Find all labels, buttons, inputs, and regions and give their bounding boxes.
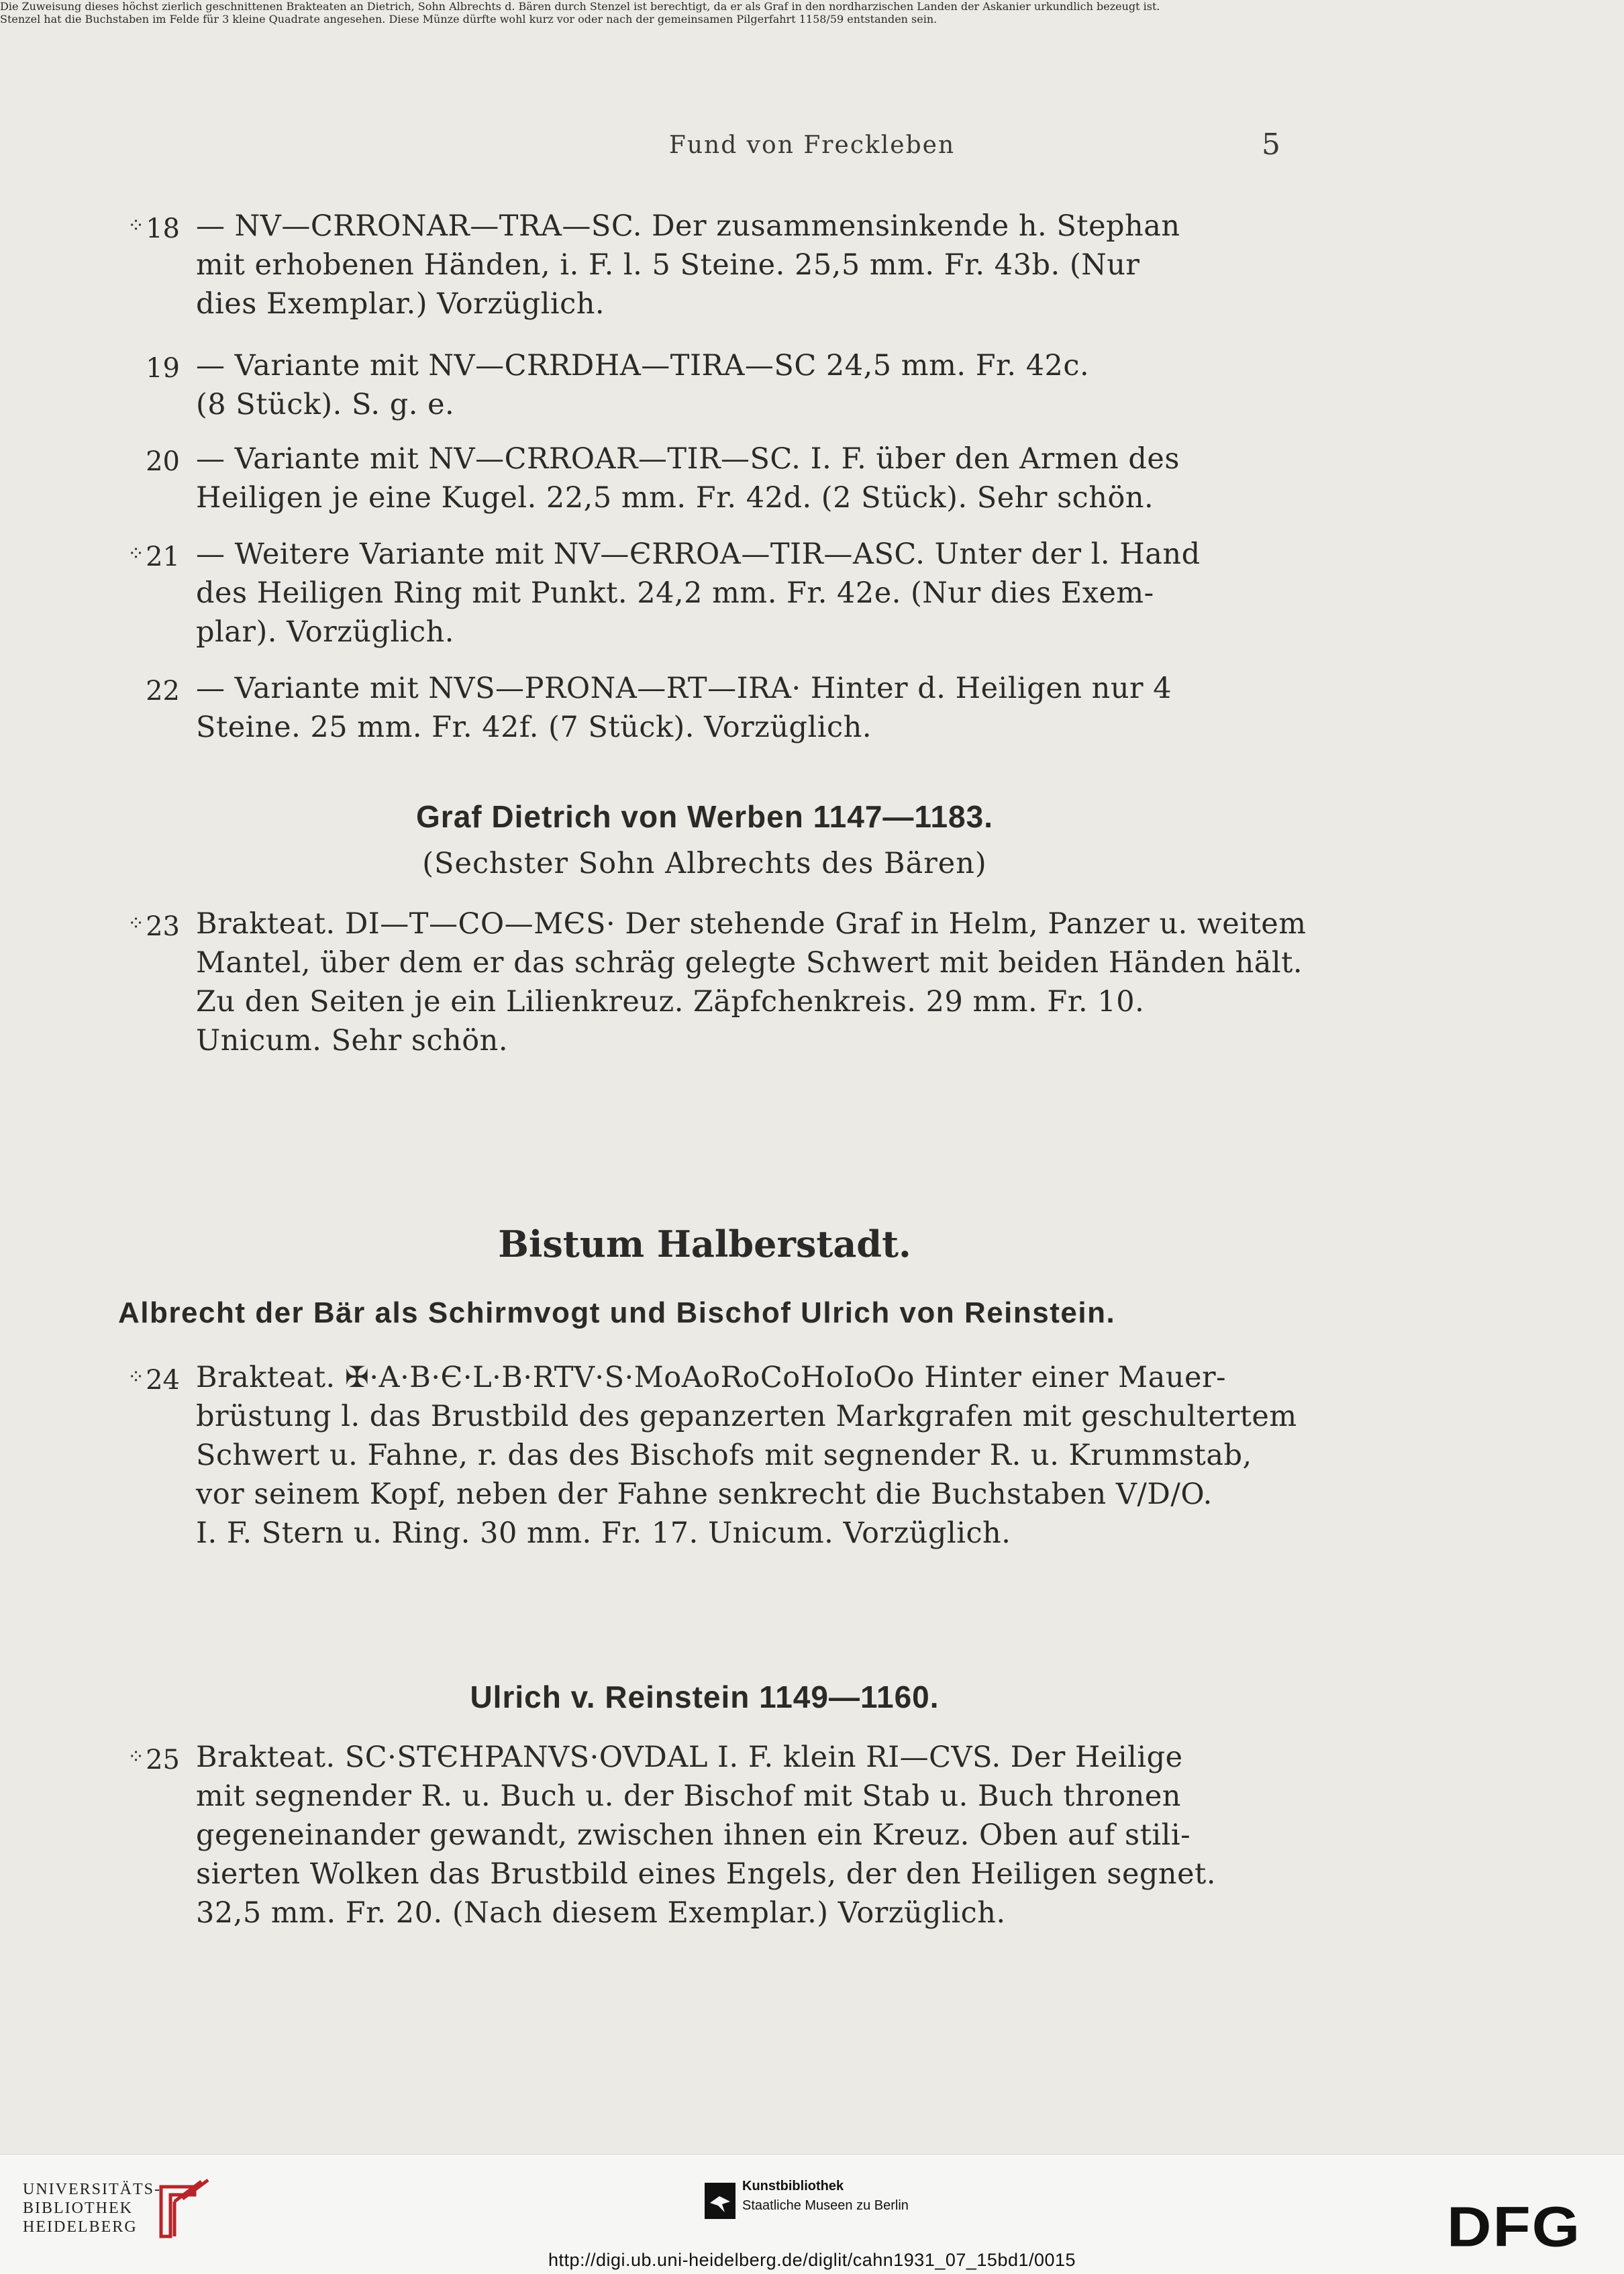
footnote-halberstadt: Stenzel hat die Buchstaben im Felde für 3 kleine Quadrate angesehen. Diese Münze dürfte wohl kurz vor oder nach der gemeinsamen Pilgerfahrt 1158/59 entstanden sein. [0, 13, 937, 25]
entry-number: ⁘25 [127, 1745, 180, 1775]
entry-number: 19 [146, 353, 180, 384]
museum-eagle-icon [705, 2183, 735, 2219]
section-heading-ulrich: Ulrich v. Reinstein 1149—1160. [470, 1679, 940, 1714]
university-line-3: HEIDELBERG [23, 2218, 138, 2236]
section-heading-halberstadt: Bistum Halberstadt. [498, 1223, 911, 1265]
entry-text: — NV—CRRONAR—TRA—SC. Der zusammensinkende h. Stephan mit erhobenen Händen, i. F. l. 5 Steine. 25,5 mm. Fr. 43b. (Nur dies Exemplar.) Vorzüglich. [196, 209, 1180, 321]
entry-text: Brakteat. DI—T—CO—MЄS· Der stehende Graf in Helm, Panzer u. weitem Mantel, über dem er das schräg gelegte Schwert mit beiden Händen hält. Zu den Seiten je ein Lilienkreuz. Zäpfchenkreis. 29 mm. Fr. 10. Unicum. Sehr schön. [196, 907, 1307, 1057]
university-library-logo[interactable] [23, 2180, 161, 2236]
kunstbibliothek-title: Kunstbibliothek [742, 2179, 844, 2193]
footer-bar [0, 2154, 1624, 2274]
entry-text: — Variante mit NVS—PRONA—RT—IRA· Hinter d. Heiligen nur 4 Steine. 25 mm. Fr. 42f. (7 Stück). Vorzüglich. [196, 672, 1172, 744]
entry-text: — Weitere Variante mit NV—ЄRROA—TIR—ASC. Unter der l. Hand des Heiligen Ring mit Punkt. 24,2 mm. Fr. 42e. (Nur dies Exem- plar). Vorzüglich. [196, 537, 1201, 649]
running-title: Fund von Freckleben [668, 132, 956, 159]
entry-number: ⁘21 [127, 541, 180, 572]
section-subheading-halberstadt: Albrecht der Bär als Schirmvogt und Bischof Ulrich von Reinstein. [118, 1296, 1116, 1329]
entry-text: Brakteat. SC·STЄHPANVS·OVDAL I. F. klein RI—CVS. Der Heilige mit segnender R. u. Buch u. der Bischof mit Stab u. Buch thronen gegeneinander gewandt, zwischen ihnen ein Kreuz. Oben auf stili- sierten Wolken das Brustbild eines Engels, der den Heiligen segnet. 32,5 mm. Fr. 20. (Nach diesem Exemplar.) Vorzüglich. [196, 1741, 1217, 1930]
entry-text: — Variante mit NV—CRRDHA—TIRA—SC 24,5 mm. Fr. 42c. (8 Stück). S. g. e. [196, 349, 1090, 421]
entry-number: 22 [146, 676, 180, 707]
university-line-1: UNIVERSITÄTS- [23, 2181, 161, 2198]
source-url-link[interactable]: http://digi.ub.uni-heidelberg.de/diglit/cahn1931_07_15bd1/0015 [548, 2250, 1076, 2270]
star-mark-icon: ⁘ [127, 542, 145, 566]
footnote-dietrich: Die Zuweisung dieses höchst zierlich geschnittenen Brakteaten an Dietrich, Sohn Albrechts d. Bären durch Stenzel ist berechtigt, da er als Graf in den nordharzischen Landen der Askanier urkundlich bezeugt ist. [0, 0, 1160, 13]
section-subheading-dietrich: (Sechster Sohn Albrechts des Bären) [422, 847, 987, 880]
kunstbibliothek-logo[interactable] [742, 2179, 909, 2214]
entry-text: — Variante mit NV—CRROAR—TIR—SC. I. F. über den Armen des Heiligen je eine Kugel. 22,5 mm. Fr. 42d. (2 Stück). Sehr schön. [196, 442, 1180, 515]
university-mark-icon [148, 2175, 215, 2242]
entry-number: ⁘24 [127, 1365, 180, 1396]
entry-number: ⁘23 [127, 911, 180, 942]
star-mark-icon: ⁘ [127, 1365, 145, 1389]
entry-text: Brakteat. ✠·A·B·Є·L·B·RTV·S·MoAoRoCoHoIoOo Hinter einer Mauer- brüstung l. das Brustbild des gepanzerten Markgrafen mit geschultertem Schwert u. Fahne, r. das des Bischofs mit segnender R. u. Krummstab, vor seinem Kopf, neben der Fahne senkrecht die Buchstaben V/D/O. I. F. Stern u. Ring. 30 mm. Fr. 17. Unicum. Vorzüglich. [196, 1361, 1297, 1550]
star-mark-icon: ⁘ [127, 912, 145, 935]
dfg-logo[interactable]: DFG [1447, 2195, 1582, 2259]
page-number: 5 [1262, 127, 1280, 162]
entry-number: 20 [146, 446, 180, 477]
university-line-2: BIBLIOTHEK [23, 2200, 133, 2217]
star-mark-icon: ⁘ [127, 1745, 145, 1769]
star-mark-icon: ⁘ [127, 214, 145, 238]
entry-number: ⁘18 [127, 213, 180, 244]
section-heading-dietrich: Graf Dietrich von Werben 1147—1183. [416, 799, 993, 834]
kunstbibliothek-subtitle: Staatliche Museen zu Berlin [742, 2198, 909, 2213]
